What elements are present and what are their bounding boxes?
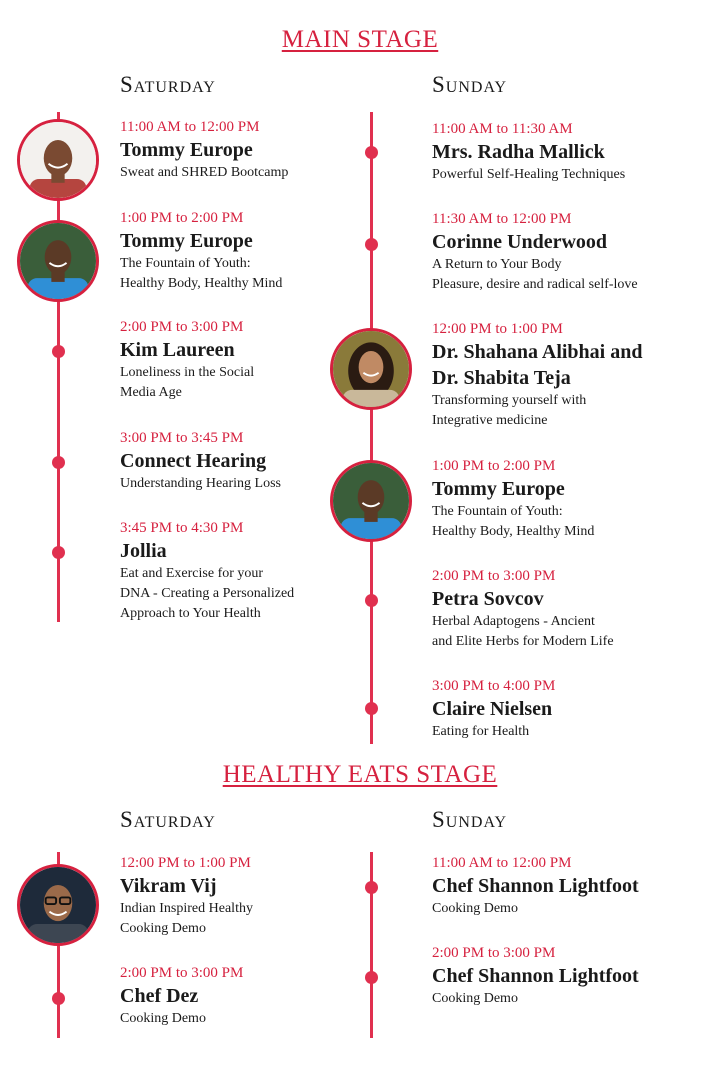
entry-speaker: Tommy Europe — [120, 139, 253, 161]
schedule-entry — [120, 519, 294, 624]
entry-description: Indian Inspired Healthy Cooking Demo — [120, 901, 253, 936]
entry-description: Sweat and SHRED Bootcamp — [120, 165, 289, 180]
entry-time: 11:00 AM to 11:30 AM — [432, 121, 573, 137]
entry-speaker: Corinne Underwood — [432, 231, 608, 253]
entry-description: Eat and Exercise for your DNA - Creating a Personalized Approach to Your Health — [120, 566, 295, 621]
entry-time: 1:00 PM to 2:00 PM — [432, 458, 556, 474]
entry-speaker: Tommy Europe — [432, 478, 565, 500]
entry-speaker: Tommy Europe — [120, 230, 253, 252]
timeline-dot — [52, 345, 65, 358]
entry-time: 3:00 PM to 4:00 PM — [432, 678, 556, 694]
timeline-dot — [365, 971, 378, 984]
timeline-dot — [52, 992, 65, 1005]
schedule-entry — [120, 964, 243, 1029]
schedule-entry — [432, 944, 639, 1009]
schedule-entry — [120, 209, 282, 294]
entry-speaker: Dr. Shahana Alibhai and — [432, 341, 643, 363]
main-stage-title: MAIN STAGE — [281, 26, 439, 53]
entry-description: A Return to Your Body Pleasure, desire and radical self-love — [432, 257, 638, 292]
entry-speaker: Jollia — [120, 540, 167, 562]
entry-time: 12:00 PM to 1:00 PM — [120, 855, 251, 871]
timeline-dot — [52, 546, 65, 559]
main-sunday-timeline — [370, 112, 373, 744]
entry-time: 3:00 PM to 3:45 PM — [120, 430, 244, 446]
entry-description: Loneliness in the Social Media Age — [120, 365, 255, 400]
healthy-sunday-heading: Sunday — [432, 807, 508, 832]
entry-time: 11:00 AM to 12:00 PM — [120, 119, 260, 135]
schedule-entry — [432, 457, 594, 542]
healthy-eats-stage-title: HEALTHY EATS STAGE — [222, 761, 498, 788]
schedule-entry — [120, 854, 253, 939]
entry-time: 2:00 PM to 3:00 PM — [120, 319, 244, 335]
schedule-entry — [432, 677, 555, 742]
entry-description: Understanding Hearing Loss — [120, 476, 281, 491]
entry-description: Eating for Health — [432, 724, 530, 739]
healthy-saturday-heading: Saturday — [120, 807, 216, 832]
entry-time: 2:00 PM to 3:00 PM — [120, 965, 244, 981]
schedule-entry — [432, 210, 638, 295]
main-saturday-heading: Saturday — [120, 72, 216, 97]
entry-speaker: Chef Shannon Lightfoot — [432, 965, 639, 987]
schedule-entry — [120, 318, 254, 403]
timeline-dot — [365, 594, 378, 607]
schedule-entry — [120, 118, 288, 183]
entry-time: 11:30 AM to 12:00 PM — [432, 211, 572, 227]
schedule-entry — [432, 320, 642, 431]
entry-time: 11:00 AM to 12:00 PM — [432, 855, 572, 871]
entry-speaker: Claire Nielsen — [432, 698, 553, 720]
entry-description: Powerful Self-Healing Techniques — [432, 167, 626, 182]
entry-description: Herbal Adaptogens - Ancient and Elite Herbs for Modern Life — [432, 614, 614, 649]
speaker-photo-shahana-alibhai — [330, 328, 412, 410]
main-sunday-heading: Sunday — [432, 72, 508, 97]
speaker-photo-vikram-vij — [17, 864, 99, 946]
schedule-entry — [432, 120, 625, 185]
entry-description: Transforming yourself with Integrative medicine — [432, 393, 587, 428]
entry-speaker: Vikram Vij — [120, 875, 217, 897]
entry-time: 1:00 PM to 2:00 PM — [120, 210, 244, 226]
entry-description: Cooking Demo — [120, 1011, 206, 1026]
entry-description: Cooking Demo — [432, 991, 518, 1006]
timeline-dot — [52, 456, 65, 469]
schedule-entry — [120, 429, 281, 494]
timeline-dot — [365, 238, 378, 251]
speaker-photo-tommy-europe — [17, 119, 99, 201]
entry-time: 3:45 PM to 4:30 PM — [120, 520, 244, 536]
entry-description: The Fountain of Youth: Healthy Body, Healthy Mind — [432, 504, 595, 539]
timeline-dot — [365, 881, 378, 894]
timeline-dot — [365, 146, 378, 159]
entry-description: Cooking Demo — [432, 901, 518, 916]
speaker-photo-tommy-europe-2 — [17, 220, 99, 302]
entry-speaker: Connect Hearing — [120, 450, 267, 472]
healthy-sunday-timeline — [370, 852, 373, 1038]
entry-speaker: Petra Sovcov — [432, 588, 544, 610]
entry-speaker-2: Dr. Shabita Teja — [432, 367, 571, 389]
entry-time: 2:00 PM to 3:00 PM — [432, 568, 556, 584]
entry-time: 2:00 PM to 3:00 PM — [432, 945, 556, 961]
entry-description: The Fountain of Youth: Healthy Body, Healthy Mind — [120, 256, 283, 291]
entry-time: 12:00 PM to 1:00 PM — [432, 321, 563, 337]
entry-speaker: Mrs. Radha Mallick — [432, 141, 605, 163]
entry-speaker: Kim Laureen — [120, 339, 235, 361]
schedule-entry — [432, 567, 614, 652]
entry-speaker: Chef Dez — [120, 985, 199, 1007]
entry-speaker: Chef Shannon Lightfoot — [432, 875, 639, 897]
schedule-entry — [432, 854, 639, 919]
timeline-dot — [365, 702, 378, 715]
speaker-photo-tommy-europe-3 — [330, 460, 412, 542]
